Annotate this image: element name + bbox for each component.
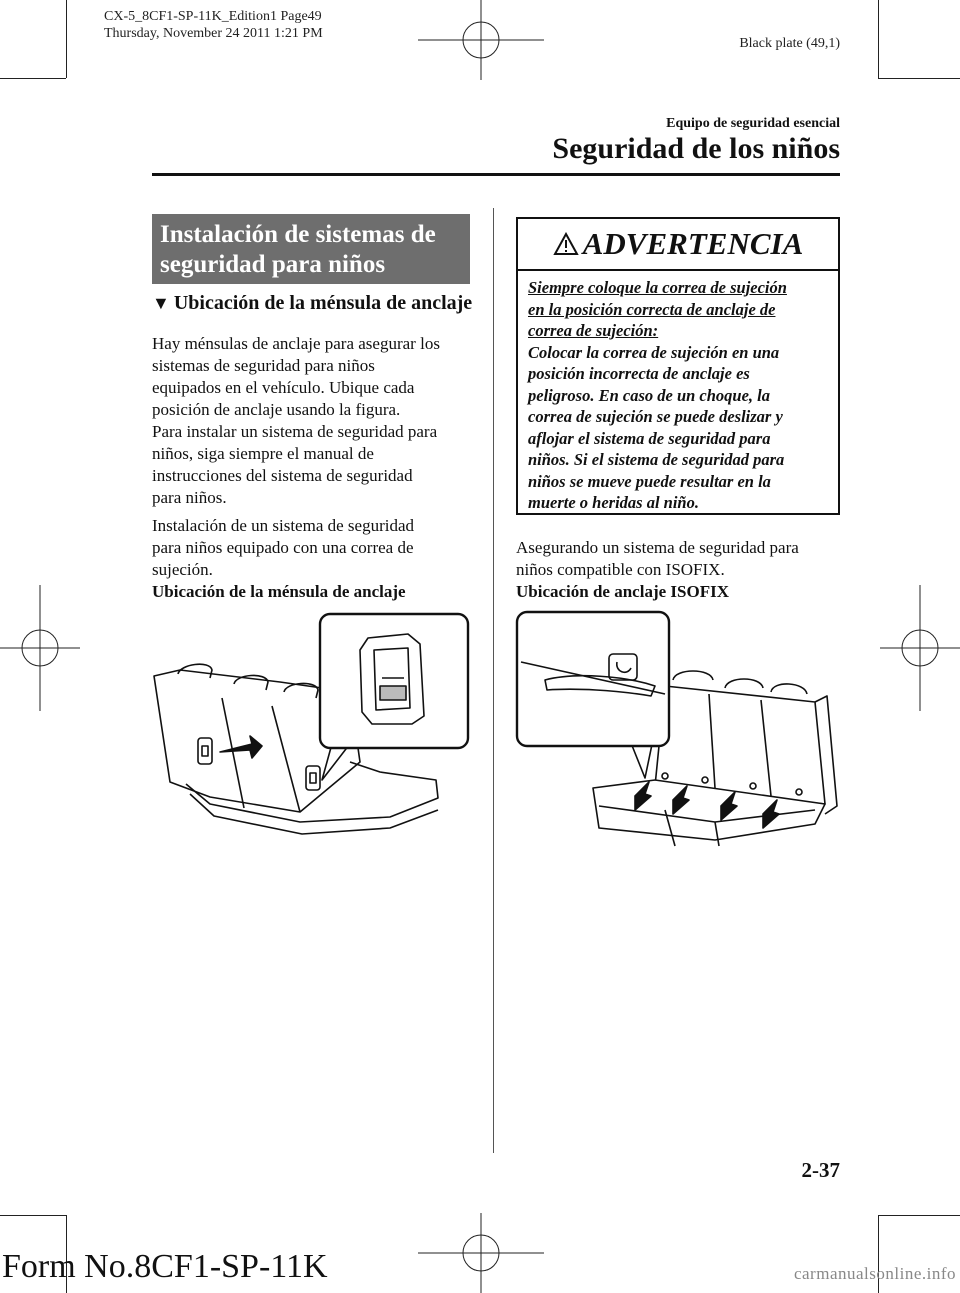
body-paragraph (152, 333, 482, 509)
registration-mark-left-icon (0, 585, 80, 711)
text-line: Asegurando un sistema de seguridad para (516, 538, 799, 557)
warning-box (516, 217, 840, 515)
crop-mark (0, 78, 66, 79)
text-line: instrucciones del sistema de seguridad (152, 466, 413, 485)
form-number: Form No.8CF1-SP-11K (2, 1248, 328, 1285)
section-box-title-line: Instalación de sistemas de (160, 221, 436, 248)
warning-line: peligroso. En caso de un choque, la (528, 385, 771, 405)
anchor-bracket-illustration (150, 612, 470, 852)
crop-mark (878, 0, 879, 78)
warning-line: niños se mueve puede resultar en la (528, 471, 771, 491)
registration-mark-bottom-icon (418, 1213, 544, 1293)
print-metadata-line: Thursday, November 24 2011 1:21 PM (104, 26, 323, 41)
warning-line: posición incorrecta de anclaje es (528, 364, 750, 383)
section-kicker: Equipo de seguridad esencial (666, 116, 840, 131)
isofix-anchor-illustration (515, 610, 840, 850)
text-line: para niños equipado con una correa de (152, 538, 414, 557)
text-line: niños, siga siempre el manual de (152, 444, 374, 463)
body-paragraph (152, 515, 482, 603)
subheading-text: Ubicación de la ménsula de anclaje (173, 292, 473, 314)
warning-body (528, 277, 828, 514)
warning-line: muerte o heridas al niño. (528, 493, 699, 512)
figure-caption: Ubicación de anclaje ISOFIX (516, 582, 729, 601)
warning-line: Colocar la correa de sujeción en una (528, 342, 780, 362)
warning-line: niños. Si el sistema de seguridad para (528, 450, 785, 469)
crop-mark (878, 78, 960, 79)
watermark-text: carmanualsonline.info (793, 1264, 956, 1283)
text-line: sujeción. (152, 560, 213, 579)
crop-mark (66, 0, 67, 78)
section-title: Seguridad de los niños (552, 132, 840, 165)
text-line: Para instalar un sistema de seguridad para (152, 422, 438, 441)
text-line: Hay ménsulas de anclaje para asegurar los (152, 334, 440, 353)
warning-triangle-icon (553, 232, 579, 256)
warning-header (518, 219, 838, 271)
page-number: 2-37 (801, 1158, 840, 1182)
section-box-title (152, 214, 470, 284)
text-line: posición de anclaje usando la figura. (152, 400, 401, 419)
registration-mark-top-icon (418, 0, 544, 80)
print-metadata (104, 8, 323, 42)
warning-underlined-line: correa de sujeción: (528, 321, 659, 340)
triangle-down-icon: ▼ (152, 293, 170, 313)
body-paragraph (516, 537, 846, 603)
column-divider (493, 208, 494, 1153)
warning-underlined-line: en la posición correcta de anclaje de (528, 299, 776, 319)
text-line: sistemas de seguridad para niños (152, 356, 375, 375)
text-line: niños compatible con ISOFIX. (516, 560, 725, 579)
crop-mark (0, 1215, 66, 1216)
figure-caption: Ubicación de la ménsula de anclaje (152, 582, 406, 601)
warning-underlined-line: Siempre coloque la correa de sujeción (528, 278, 787, 297)
header-rule (152, 173, 840, 176)
subheading (152, 292, 472, 315)
print-metadata-line: CX-5_8CF1-SP-11K_Edition1 Page49 (104, 9, 322, 24)
warning-line: correa de sujeción se puede deslizar y (528, 407, 783, 426)
registration-mark-right-icon (880, 585, 960, 711)
text-line: para niños. (152, 488, 227, 507)
crop-mark (878, 1215, 960, 1216)
section-box-title-line: seguridad para niños (160, 251, 386, 278)
text-line: equipados en el vehículo. Ubique cada (152, 378, 415, 397)
warning-line: aflojar el sistema de seguridad para (528, 428, 771, 448)
text-line: Instalación de un sistema de seguridad (152, 516, 415, 535)
warning-title: ADVERTENCIA (582, 226, 804, 261)
plate-label: Black plate (49,1) (739, 36, 840, 51)
